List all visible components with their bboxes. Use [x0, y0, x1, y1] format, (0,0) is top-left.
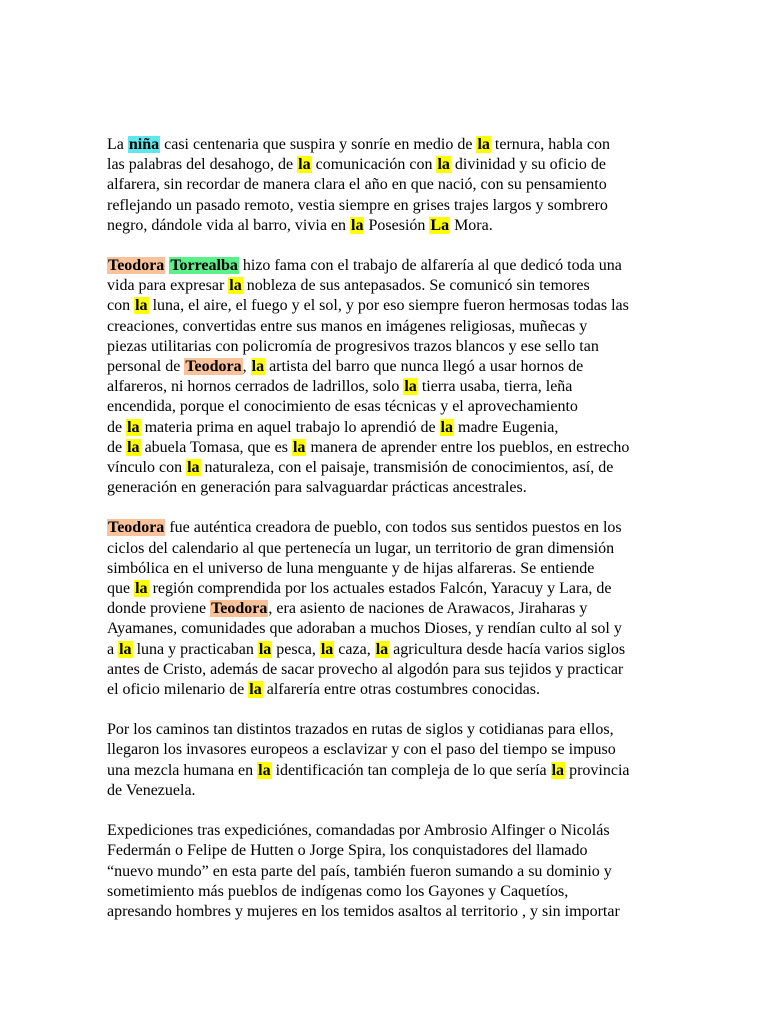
text-line: [107, 155, 667, 175]
highlighted-word: Teodora: [108, 519, 165, 537]
paragraph: [107, 518, 667, 700]
text-line: [107, 841, 667, 861]
highlighted-word: la: [292, 438, 306, 456]
text-line: [107, 539, 667, 559]
text-run: , era asiento de naciones de Arawacos, Jiraharas y: [268, 600, 588, 618]
text-run: provincia: [565, 761, 630, 779]
highlighted-word: la: [440, 418, 453, 436]
text-line: [107, 740, 667, 760]
paragraph: [107, 720, 667, 801]
highlighted-word: la: [119, 640, 132, 658]
text-run: vida para expresar: [107, 277, 229, 295]
text-line: [107, 216, 667, 236]
text-line: [107, 256, 667, 276]
text-line: [107, 781, 667, 801]
text-line: [107, 438, 667, 458]
text-run: agricultura desde hacía varios siglos: [389, 640, 626, 658]
text-run: manera de aprender entre los pueblos, en estrecho: [306, 438, 630, 456]
text-line: [107, 720, 667, 740]
text-run: luna, el aire, el fuego y el sol, y por eso siempre fueron hermosas todas las: [148, 297, 629, 315]
highlighted-word: Teodora: [108, 257, 165, 275]
text-run: casi centenaria que suspira y sonríe en medio de: [160, 136, 477, 153]
highlighted-word: la: [135, 580, 148, 598]
text-run: abuela Tomasa, que es: [140, 438, 292, 456]
text-run: luna y practicaban: [132, 640, 258, 658]
text-line: [107, 761, 667, 781]
text-run: ciclos del calendario al que pertenecía un lugar, un territorio de gran dimensión: [107, 539, 615, 557]
text-line: [107, 397, 667, 417]
text-run: Expediciones tras expediciónes, comandadas por Ambrosio Alfinger o Nicolás: [107, 822, 610, 840]
text-run: Mora.: [450, 216, 493, 234]
highlighted-word: Teodora: [211, 600, 268, 618]
text-run: comunicación con: [311, 156, 437, 174]
paragraph: [107, 256, 667, 498]
text-run: de: [107, 438, 127, 456]
text-run: región comprendida por los actuales estados Falcón, Yaracuy y Lara, de: [148, 580, 612, 598]
text-line: [107, 518, 667, 538]
text-run: con: [107, 297, 135, 315]
text-run: divinidad y su oficio de: [450, 156, 606, 174]
text-run: “nuevo mundo” en esta parte del país, también fueron sumando a su dominio y: [107, 862, 612, 880]
highlighted-word: niña: [128, 136, 160, 153]
text-run: de: [107, 418, 127, 436]
text-line: [107, 882, 667, 902]
text-run: antes de Cristo, además de sacar provecho al algodón para sus tejidos y practicar: [107, 660, 624, 678]
text-line: [107, 418, 667, 438]
text-line: [107, 357, 667, 377]
text-run: donde proviene: [107, 600, 211, 618]
text-line: [107, 619, 667, 639]
text-run: madre Eugenia,: [454, 418, 559, 436]
paragraph: [107, 135, 667, 236]
text-run: artista del barro que nunca llegó a usar hornos de: [265, 358, 584, 376]
text-run: caza,: [334, 640, 375, 658]
paragraph: [107, 821, 667, 922]
highlighted-word: la: [127, 418, 140, 436]
document-body: [107, 135, 667, 942]
text-run: piezas utilitarias con policromía de progresivos trazos blancos y ese sello tan: [107, 337, 599, 355]
text-line: [107, 135, 667, 155]
text-run: a: [107, 640, 119, 658]
highlighted-word: la: [229, 277, 242, 295]
text-run: alfarería entre otras costumbres conocidas.: [262, 681, 540, 699]
text-run: naturaleza, con el paisaje, transmisión de conocimientos, así, de: [200, 459, 614, 477]
text-run: fue auténtica creadora de pueblo, con todos sus sentidos puestos en los: [165, 519, 622, 537]
text-run: generación en generación para salvaguardar prácticas ancestrales.: [107, 479, 527, 497]
text-line: [107, 599, 667, 619]
text-line: [107, 276, 667, 296]
text-run: ternura, habla con: [490, 136, 610, 153]
text-line: [107, 196, 667, 216]
highlighted-word: La: [430, 216, 450, 234]
highlighted-word: Torrealba: [170, 257, 238, 275]
text-run: materia prima en aquel trabajo lo aprendió de: [140, 418, 440, 436]
text-run: Por los caminos tan distintos trazados en rutas de siglos y cotidianas para ellos,: [107, 721, 614, 739]
text-line: [107, 559, 667, 579]
text-run: reflejando un pasado remoto, vestia siempre en grises trajes largos y sombrero: [107, 196, 608, 214]
text-run: Federmán o Felipe de Hutten o Jorge Spira, los conquistadores del llamado: [107, 842, 588, 860]
highlighted-word: Teodora: [185, 358, 242, 376]
text-line: [107, 377, 667, 397]
text-line: [107, 821, 667, 841]
text-run: encendida, porque el conocimiento de esas técnicas y el aprovechamiento: [107, 398, 578, 416]
text-run: el oficio milenario de: [107, 681, 249, 699]
highlighted-word: la: [437, 156, 450, 174]
highlighted-word: la: [477, 136, 490, 153]
text-run: sometimiento más pueblos de indígenas como los Gayones y Caquetíos,: [107, 882, 569, 900]
text-run: simbólica en el universo de luna menguante y de hijas alfareras. Se entiende: [107, 559, 595, 577]
text-run: nobleza de sus antepasados. Se comunicó sin temores: [242, 277, 590, 295]
highlighted-word: la: [351, 216, 364, 234]
text-line: [107, 902, 667, 922]
highlighted-word: la: [249, 681, 262, 699]
text-line: [107, 640, 667, 660]
text-line: [107, 862, 667, 882]
highlighted-word: la: [135, 297, 148, 315]
text-run: identificación tan compleja de lo que sería: [271, 761, 551, 779]
text-run: pesca,: [272, 640, 320, 658]
text-run: Ayamanes, comunidades que adoraban a muchos Dioses, y rendían culto al sol y: [107, 620, 622, 638]
highlighted-word: la: [551, 761, 565, 779]
text-run: negro, dándole vida al barro, vivia en: [107, 216, 351, 234]
text-run: tierra usaba, tierra, leña: [417, 378, 573, 396]
highlighted-word: la: [258, 640, 272, 658]
text-run: de Venezuela.: [107, 781, 196, 799]
highlighted-word: la: [298, 156, 311, 174]
text-line: [107, 337, 667, 357]
text-run: ,: [242, 358, 251, 376]
highlighted-word: la: [251, 358, 265, 376]
text-line: [107, 175, 667, 195]
highlighted-word: la: [320, 640, 334, 658]
text-run: hizo fama con el trabajo de alfarería al que dedicó toda una: [238, 257, 622, 275]
highlighted-word: la: [127, 438, 140, 456]
text-line: [107, 317, 667, 337]
text-run: personal de: [107, 358, 185, 376]
text-run: creaciones, convertidas entre sus manos en imágenes religiosas, muñecas y: [107, 317, 588, 335]
text-run: llegaron los invasores europeos a esclavizar y con el paso del tiempo se impuso: [107, 741, 616, 759]
highlighted-word: la: [258, 761, 271, 779]
text-run: La: [107, 136, 128, 153]
text-line: [107, 458, 667, 478]
text-run: apresando hombres y mujeres en los temidos asaltos al territorio , y sin importar: [107, 902, 620, 920]
text-run: alfareros, ni hornos cerrados de ladrillos, solo: [107, 378, 404, 396]
text-line: [107, 478, 667, 498]
text-run: una mezcla humana en: [107, 761, 258, 779]
text-run: alfarera, sin recordar de manera clara el año en que nació, con su pensamiento: [107, 176, 607, 194]
text-run: las palabras del desahogo, de: [107, 156, 298, 174]
text-run: que: [107, 580, 135, 598]
text-run: vínculo con: [107, 459, 187, 477]
text-run: Posesión: [364, 216, 430, 234]
highlighted-word: la: [375, 640, 389, 658]
highlighted-word: la: [404, 378, 417, 396]
text-line: [107, 296, 667, 316]
text-line: [107, 579, 667, 599]
text-line: [107, 680, 667, 700]
highlighted-word: la: [187, 459, 200, 477]
text-line: [107, 660, 667, 680]
